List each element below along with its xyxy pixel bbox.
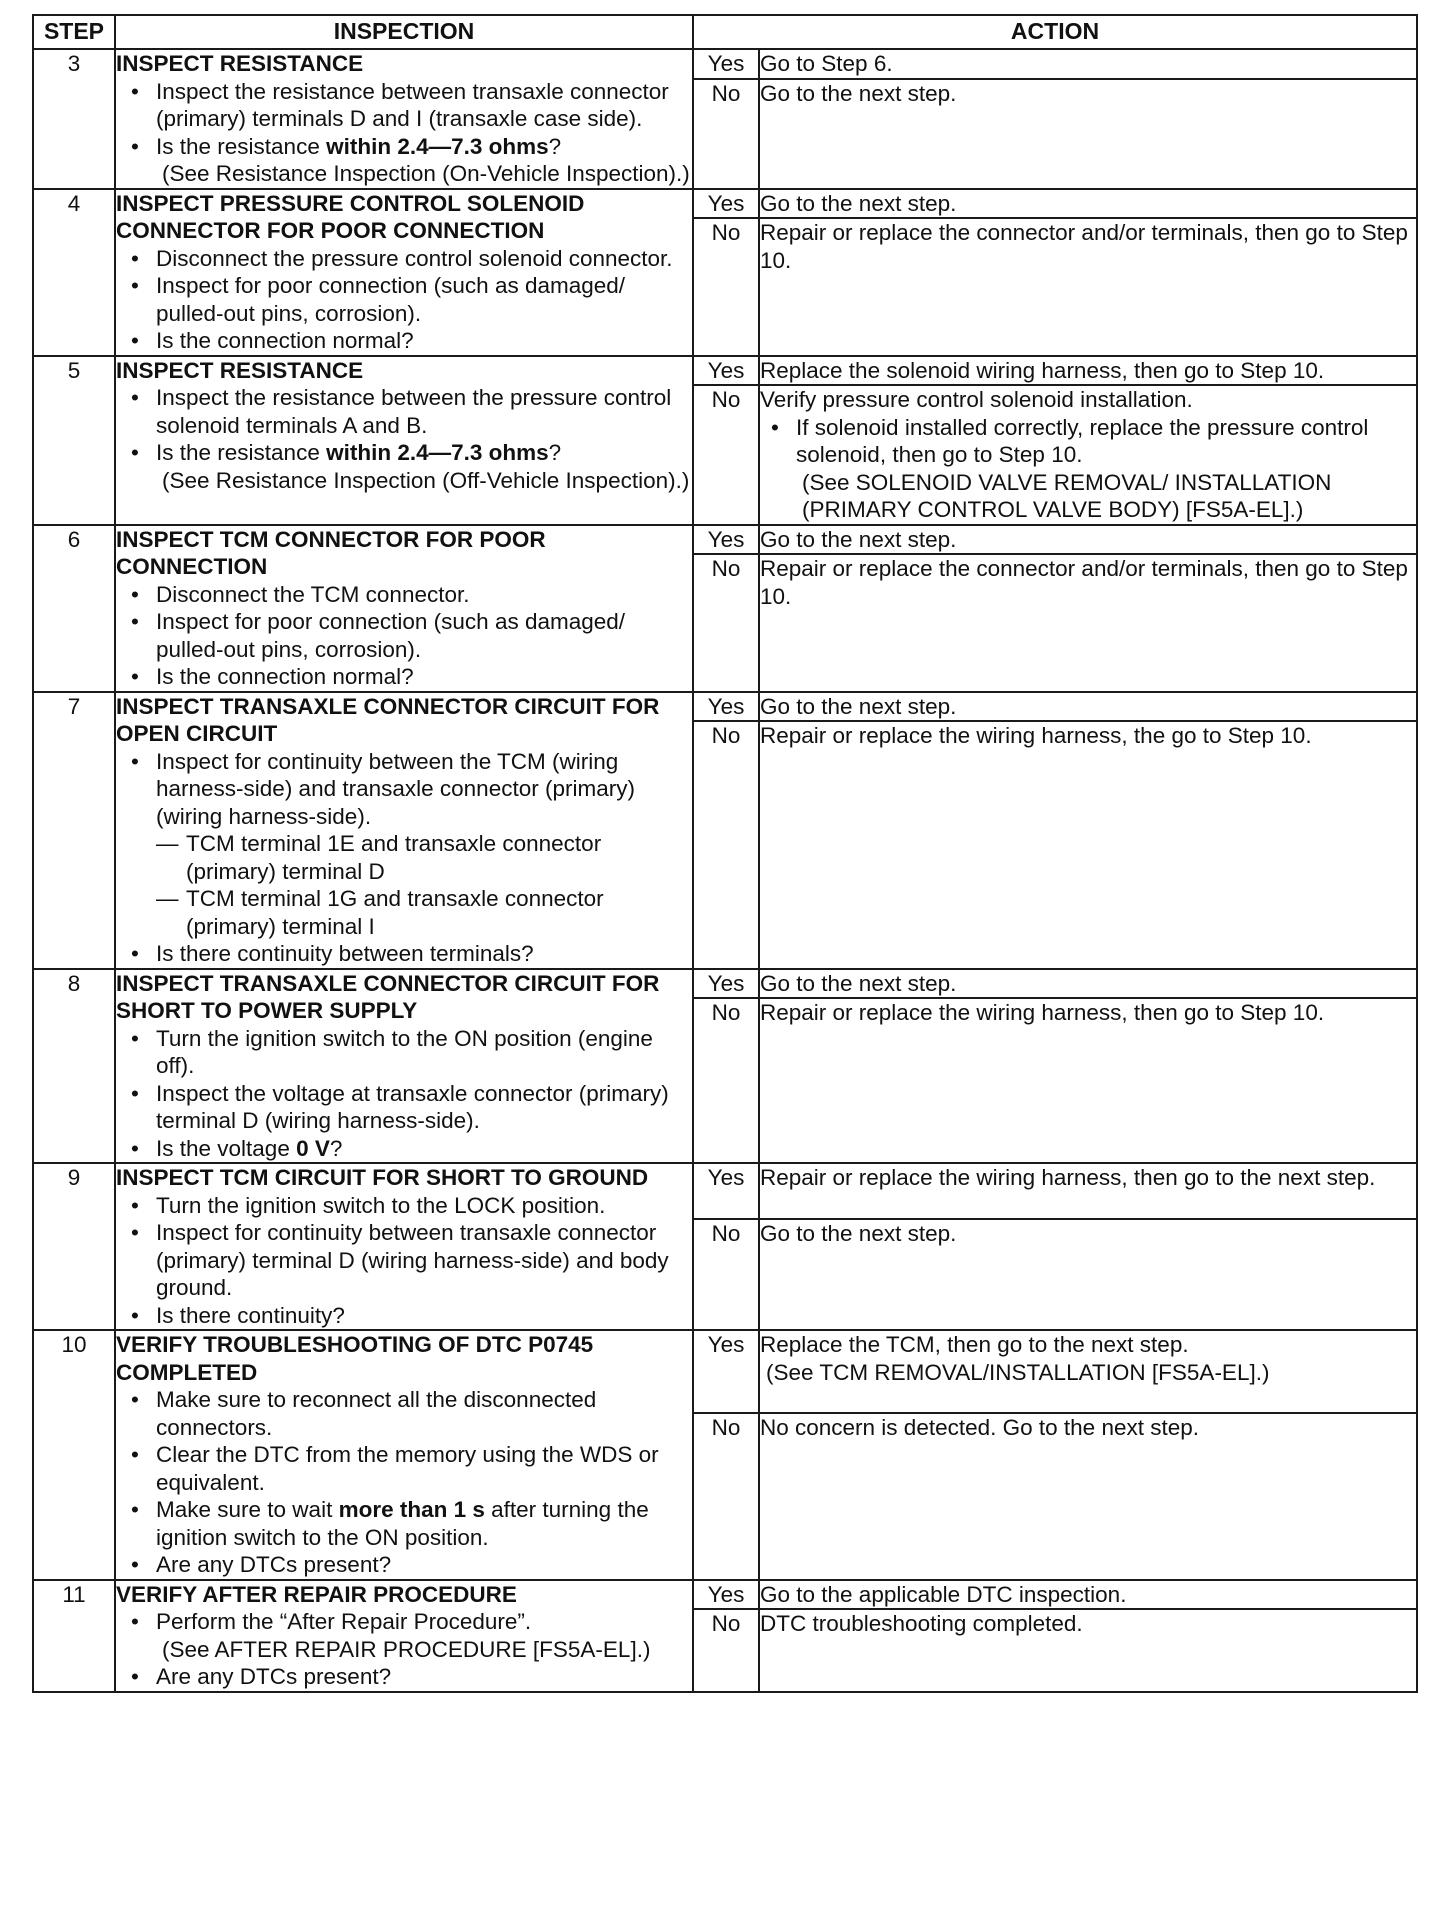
step-5-yes-row xyxy=(33,356,1417,386)
step-title: INSPECT RESISTANCE xyxy=(116,51,364,76)
yes-action: Go to the next step. xyxy=(759,525,1417,555)
bullet-text: Is the voltage xyxy=(156,1135,297,1161)
reference-link[interactable]: (See AFTER REPAIR PROCEDURE [FS5A-EL].) xyxy=(162,1636,651,1662)
step-5-inspection xyxy=(115,356,693,525)
step-number: 6 xyxy=(33,525,115,692)
step-8-inspection xyxy=(115,969,693,1164)
bullet: • Are any DTCs present? xyxy=(116,1663,692,1691)
bullet: • Make sure to reconnect all the disconnected connectors. xyxy=(116,1386,692,1441)
bullet-text: Is the resistance xyxy=(156,133,327,159)
reference-link[interactable]: (See Resistance Inspection (Off-Vehicle Inspection).) xyxy=(162,467,690,493)
bullet: • Is there continuity between terminals? xyxy=(116,940,692,968)
troubleshooting-table xyxy=(32,14,1418,1693)
yes-action: Replace the solenoid wiring harness, then go to Step 10. xyxy=(759,356,1417,386)
bullet: • Is the connection normal? xyxy=(116,327,692,355)
no-label: No xyxy=(693,1609,759,1692)
step-number: 5 xyxy=(33,356,115,525)
dash-item: — TCM terminal 1E and transaxle connector (primary) terminal D xyxy=(156,830,692,885)
step-title: INSPECT RESISTANCE xyxy=(116,357,364,383)
yes-label: Yes xyxy=(693,356,759,386)
bullet xyxy=(116,1135,692,1163)
step-6-inspection xyxy=(115,525,693,692)
reference-link[interactable]: (See Resistance Inspection (On-Vehicle Inspection).) xyxy=(162,161,690,186)
no-label: No xyxy=(693,79,759,189)
no-action: Go to the next step. xyxy=(759,79,1417,189)
bullet xyxy=(116,1496,692,1551)
no-action: Repair or replace the connector and/or terminals, then go to Step 10. xyxy=(759,218,1417,356)
step-title: INSPECT TRANSAXLE CONNECTOR CIRCUIT FOR OPEN CIRCUIT xyxy=(116,693,660,746)
bullet-bold: more than 1 s xyxy=(338,1497,485,1522)
bullet: • Inspect the voltage at transaxle connector (primary) terminal D (wiring harness-side). xyxy=(116,1080,692,1135)
step-number: 4 xyxy=(33,189,115,356)
bullet: • Inspect for poor connection (such as damaged/ pulled-out pins, corrosion). xyxy=(116,608,692,663)
bullet: • Inspect the resistance between the pressure control solenoid terminals A and B. xyxy=(116,384,692,439)
no-label: No xyxy=(693,721,759,969)
yes-label: Yes xyxy=(693,692,759,722)
bullet-text: Perform the “After Repair Procedure”. xyxy=(156,1609,532,1634)
bullet: • Is there continuity? xyxy=(116,1302,692,1330)
no-action-text: Verify pressure control solenoid installation. xyxy=(760,387,1193,412)
bullet: • Turn the ignition switch to the LOCK position. xyxy=(116,1192,692,1220)
bullet: • Disconnect the TCM connector. xyxy=(116,581,692,609)
step-number: 10 xyxy=(33,1330,115,1580)
bullet: • Clear the DTC from the memory using the WDS or equivalent. xyxy=(116,1441,692,1496)
no-label: No xyxy=(693,554,759,692)
yes-label: Yes xyxy=(693,1580,759,1610)
dash-item: — TCM terminal 1G and transaxle connector (primary) terminal I xyxy=(156,885,692,940)
step-4-yes-row xyxy=(33,189,1417,219)
bullet-text: ? xyxy=(548,440,562,465)
header-step: STEP xyxy=(33,15,115,49)
no-label: No xyxy=(693,1413,759,1580)
bullet: • Is the connection normal? xyxy=(116,663,692,691)
bullet: • Are any DTCs present? xyxy=(116,1551,692,1579)
bullet: • Inspect for continuity between transaxle connector (primary) terminal D (wiring harness-side) and body ground. xyxy=(116,1219,692,1302)
step-7-yes-row xyxy=(33,692,1417,722)
no-action: DTC troubleshooting completed. xyxy=(759,1609,1417,1692)
bullet: • Turn the ignition switch to the ON position (engine off). xyxy=(116,1025,692,1080)
step-11-inspection xyxy=(115,1580,693,1692)
yes-action: Go to the next step. xyxy=(759,969,1417,999)
no-label: No xyxy=(693,998,759,1163)
reference-link[interactable]: (See TCM REMOVAL/INSTALLATION [FS5A-EL].) xyxy=(766,1359,1270,1385)
bullet xyxy=(116,748,692,941)
step-7-inspection xyxy=(115,692,693,969)
step-title: INSPECT PRESSURE CONTROL SOLENOID CONNECTOR FOR POOR CONNECTION xyxy=(116,190,585,243)
bullet xyxy=(756,414,1416,524)
yes-label: Yes xyxy=(693,49,759,79)
step-11-yes-row xyxy=(33,1580,1417,1610)
yes-action: Go to Step 6. xyxy=(759,49,1417,79)
step-3-yes-row xyxy=(33,49,1417,79)
step-title: INSPECT TCM CIRCUIT FOR SHORT TO GROUND xyxy=(116,1165,649,1190)
no-action: Go to the next step. xyxy=(759,1219,1417,1330)
header-row xyxy=(33,15,1417,49)
bullet-text: Is the resistance xyxy=(156,440,327,465)
bullet-text: after turning the ignition switch to the ON position. xyxy=(156,1497,649,1550)
step-9-yes-row xyxy=(33,1163,1417,1219)
header-action: ACTION xyxy=(693,15,1417,49)
step-8-yes-row xyxy=(33,969,1417,999)
no-action: No concern is detected. Go to the next step. xyxy=(759,1413,1417,1580)
step-title: INSPECT TCM CONNECTOR FOR POOR CONNECTION xyxy=(116,526,546,579)
bullet-text: ? xyxy=(329,1135,343,1161)
bullet-text: If solenoid installed correctly, replace the pressure control solenoid, then go to Step 10. xyxy=(796,414,1369,467)
yes-label: Yes xyxy=(693,189,759,219)
yes-action: Go to the next step. xyxy=(759,692,1417,722)
step-10-yes-row xyxy=(33,1330,1417,1413)
step-number: 9 xyxy=(33,1163,115,1330)
yes-action: Repair or replace the wiring harness, then go to the next step. xyxy=(759,1163,1417,1219)
bullet-text: Make sure to wait xyxy=(156,1497,339,1522)
step-title: VERIFY AFTER REPAIR PROCEDURE xyxy=(116,1581,517,1607)
step-4-inspection xyxy=(115,189,693,356)
no-action: Repair or replace the connector and/or terminals, then go to Step 10. xyxy=(759,554,1417,692)
step-number: 3 xyxy=(33,49,115,189)
bullet xyxy=(116,133,692,188)
bullet-text: ? xyxy=(548,133,562,159)
bullet xyxy=(116,439,692,494)
bullet-bold: within 2.4—7.3 ohms xyxy=(326,440,549,465)
no-label: No xyxy=(693,1219,759,1330)
yes-label: Yes xyxy=(693,1330,759,1413)
step-number: 8 xyxy=(33,969,115,1164)
bullet: • Disconnect the pressure control solenoid connector. xyxy=(116,245,692,273)
reference-link[interactable]: (See SOLENOID VALVE REMOVAL/ INSTALLATION (PRIMARY CONTROL VALVE BODY) [FS5A-EL].) xyxy=(802,469,1332,522)
step-title: INSPECT TRANSAXLE CONNECTOR CIRCUIT FOR SHORT TO POWER SUPPLY xyxy=(116,970,660,1023)
bullet-text: Inspect for continuity between the TCM (wiring harness-side) and transaxle connector (primary) (wiring harness-side). xyxy=(156,748,635,829)
yes-label: Yes xyxy=(693,969,759,999)
no-action: Repair or replace the wiring harness, then go to Step 10. xyxy=(759,998,1417,1163)
bullet: • Inspect for poor connection (such as damaged/ pulled-out pins, corrosion). xyxy=(116,272,692,327)
step-6-yes-row xyxy=(33,525,1417,555)
yes-action: Go to the applicable DTC inspection. xyxy=(759,1580,1417,1610)
yes-action xyxy=(759,1330,1417,1413)
yes-label: Yes xyxy=(693,1163,759,1219)
step-title: VERIFY TROUBLESHOOTING OF DTC P0745 COMPLETED xyxy=(116,1332,594,1385)
step-number: 7 xyxy=(33,692,115,969)
step-10-inspection xyxy=(115,1330,693,1580)
bullet: • Inspect the resistance between transaxle connector (primary) terminals D and I (transaxle case side). xyxy=(116,78,692,133)
step-number: 11 xyxy=(33,1580,115,1692)
step-9-inspection xyxy=(115,1163,693,1330)
bullet-bold: 0 V xyxy=(296,1135,330,1161)
header-inspection: INSPECTION xyxy=(115,15,693,49)
no-label: No xyxy=(693,385,759,525)
step-3-inspection xyxy=(115,49,693,189)
no-label: No xyxy=(693,218,759,356)
yes-label: Yes xyxy=(693,525,759,555)
yes-action: Go to the next step. xyxy=(759,189,1417,219)
yes-action-text: Replace the TCM, then go to the next step. xyxy=(760,1332,1189,1357)
bullet xyxy=(116,1608,692,1663)
no-action: Repair or replace the wiring harness, the go to Step 10. xyxy=(759,721,1417,969)
no-action xyxy=(759,385,1417,525)
bullet-bold: within 2.4—7.3 ohms xyxy=(326,133,549,159)
